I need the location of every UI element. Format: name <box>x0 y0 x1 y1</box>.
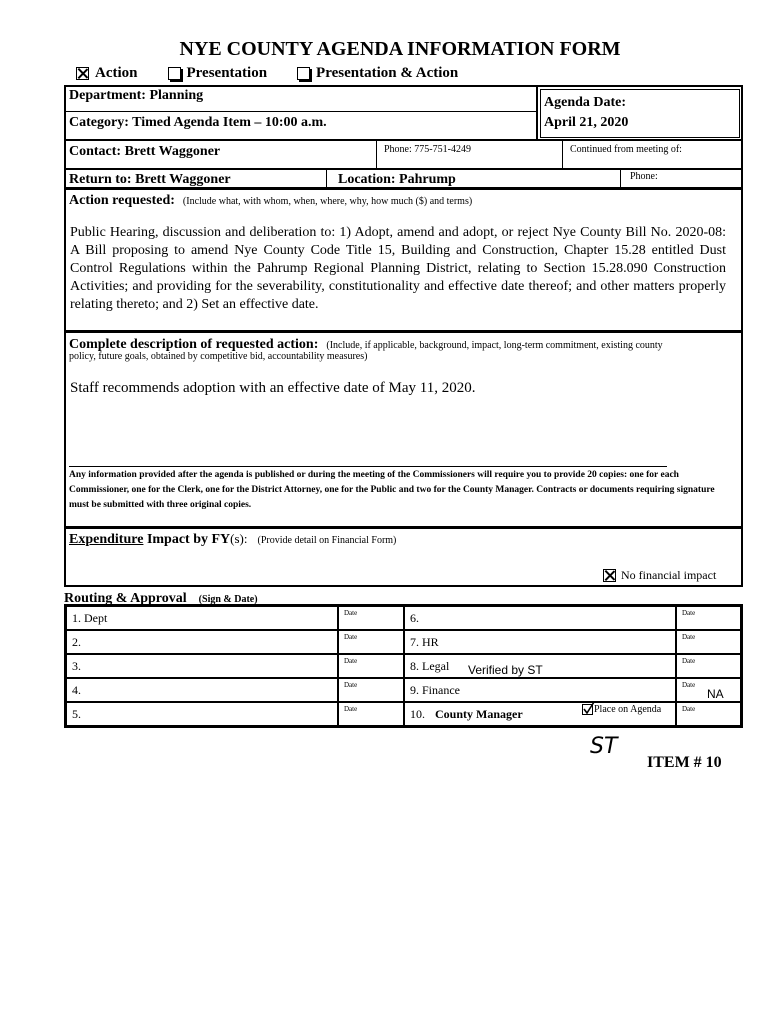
routing-date-left-2[interactable] <box>338 630 404 654</box>
date-label: Date <box>344 681 358 689</box>
action-requested-text: Public Hearing, discussion and deliberation to: 1) Adopt, amend and adopt, or reject Nye County Bill No. 2020-08: A Bill proposing to amend Nye County Code Title 15, Building and Construction, Chapter 15.28 entitled Dust Control Regulations within the Pahrump Regional Planning District, relating to Section 15.28.090 Construction Activities; and providing for the severability, constitutionality and effective date thereof; and other matters properly relating thereto; and 2) Set an effective date. <box>70 225 726 312</box>
option-action[interactable] <box>76 65 138 82</box>
routing-date-left-1[interactable] <box>338 606 404 630</box>
routing-label-left-4: 4. <box>72 683 81 697</box>
date-label: Date <box>682 609 696 617</box>
routing-hint: (Sign & Date) <box>198 594 258 605</box>
agenda-type-options <box>76 65 488 82</box>
action-requested-label: Action requested: <box>69 193 175 208</box>
place-on-agenda-checkbox[interactable] <box>582 704 593 715</box>
return-phone-field: Phone: <box>630 171 658 182</box>
routing-label-left-3: 3. <box>72 659 81 673</box>
routing-signoff-left-2[interactable] <box>66 630 338 654</box>
routing-signoff-left-5[interactable] <box>66 702 338 726</box>
routing-date-left-4[interactable] <box>338 678 404 702</box>
presentation-checkbox[interactable] <box>168 67 181 80</box>
presentation-action-checkbox[interactable] <box>297 67 310 80</box>
action-requested-hint: (Include what, with whom, when, where, why, how much ($) and terms) <box>182 196 473 207</box>
routing-label-right-4: 9. Finance <box>410 683 460 697</box>
description-hint-2: policy, future goals, obtained by competitive bid, accountability measures) <box>69 351 368 362</box>
location-field: Location: Pahrump <box>338 172 456 187</box>
expenditure-hint: (Provide detail on Financial Form) <box>257 535 397 546</box>
option-presentation-action-label: Presentation & Action <box>316 65 459 81</box>
routing-label-right-1: 6. <box>410 611 419 625</box>
initials-signature: ST <box>590 734 618 759</box>
routing-signoff-right-4[interactable] <box>404 678 676 702</box>
routing-signoff-right-1[interactable] <box>404 606 676 630</box>
agenda-date-value: April 21, 2020 <box>544 115 629 130</box>
return-to-field: Return to: Brett Waggoner <box>69 172 231 187</box>
option-action-label: Action <box>95 65 138 81</box>
date-label: Date <box>682 681 696 689</box>
routing-signoff-right-2[interactable] <box>404 630 676 654</box>
expenditure-label-underlined: Expenditure <box>69 532 144 547</box>
routing-label-left-5: 5. <box>72 707 81 721</box>
date-label: Date <box>682 705 696 713</box>
check-icon <box>582 701 596 715</box>
routing-label-left-2: 2. <box>72 635 81 649</box>
action-checkbox[interactable] <box>76 67 89 80</box>
description-label: Complete description of requested action: <box>69 337 319 352</box>
expenditure-label-s: (s): <box>230 531 248 546</box>
routing-label-left-1: 1. Dept <box>72 611 108 625</box>
place-on-agenda-label: Place on Agenda <box>594 704 662 715</box>
date-label: Date <box>344 657 358 665</box>
routing-date-left-3[interactable] <box>338 654 404 678</box>
date-label: Date <box>682 633 696 641</box>
routing-date-right-3[interactable] <box>676 654 741 678</box>
finance-na-note: NA <box>707 687 724 701</box>
form-title: NYE COUNTY AGENDA INFORMATION FORM <box>179 38 621 60</box>
action-requested-header <box>69 191 472 209</box>
routing-label: Routing & Approval <box>64 591 187 606</box>
legal-verified-note: Verified by ST <box>468 663 543 677</box>
routing-date-left-5[interactable] <box>338 702 404 726</box>
routing-date-right-5[interactable] <box>676 702 741 726</box>
routing-signoff-left-4[interactable] <box>66 678 338 702</box>
routing-signoff-left-3[interactable] <box>66 654 338 678</box>
contact-field: Contact: Brett Waggoner <box>69 144 221 159</box>
option-presentation[interactable] <box>168 65 268 82</box>
expenditure-label-rest: Impact by FY <box>143 532 231 547</box>
department-field: Department: Planning <box>69 88 204 103</box>
routing-date-right-2[interactable] <box>676 630 741 654</box>
no-financial-impact[interactable] <box>603 568 716 583</box>
date-label: Date <box>344 609 358 617</box>
date-label: Date <box>344 705 358 713</box>
date-label: Date <box>344 633 358 641</box>
copies-notice: Any information provided after the agenda is published or during the meeting of the Commissioners will require you to provide 20 copies: one for each Commissioner, one for the Clerk, one for the District Attorney, one for the Public and two for the County Manager. Contracts or documents requiring signature must be submitted with three original copies. <box>69 470 715 510</box>
description-text: Staff recommends adoption with an effective date of May 11, 2020. <box>70 380 476 396</box>
item-number: ITEM # 10 <box>647 754 722 771</box>
no-financial-impact-label: No financial impact <box>621 568 717 582</box>
routing-label-right-3: 8. Legal <box>410 659 450 673</box>
routing-signoff-left-1[interactable] <box>66 606 338 630</box>
county-manager-label: County Manager <box>435 707 523 721</box>
routing-date-right-1[interactable] <box>676 606 741 630</box>
no-financial-impact-checkbox[interactable] <box>603 569 616 582</box>
place-on-agenda[interactable] <box>582 704 661 715</box>
date-label: Date <box>682 657 696 665</box>
routing-label-right-5: 10. <box>410 707 425 721</box>
agenda-date-label: Agenda Date: <box>544 95 627 110</box>
option-presentation-action[interactable] <box>297 65 458 82</box>
routing-label-right-2: 7. HR <box>410 635 439 649</box>
category-field: Category: Timed Agenda Item – 10:00 a.m. <box>69 115 327 130</box>
contact-phone: Phone: 775-751-4249 <box>384 144 471 155</box>
continued-from-field: Continued from meeting of: <box>570 144 682 155</box>
description-hint-1: (Include, if applicable, background, impact, long-term commitment, existing county <box>326 340 663 351</box>
option-presentation-label: Presentation <box>186 65 268 81</box>
expenditure-header <box>69 530 396 548</box>
